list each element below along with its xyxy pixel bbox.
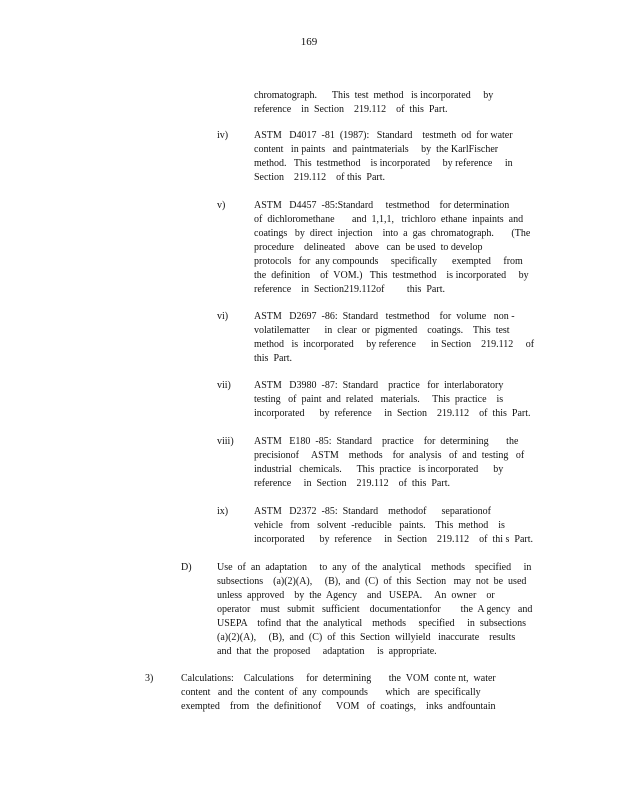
text-line: procedure delineated above can be used to develop xyxy=(254,242,483,253)
text-line: Calculations: Calculations for determining the VOM conte nt, water xyxy=(181,673,496,684)
text-line: precisionof ASTM methods for analysis of and testing of xyxy=(254,450,525,461)
subitem-marker: vii) xyxy=(217,380,231,391)
text-line: content in paints and paintmaterials by the KarlFischer xyxy=(254,144,499,155)
text-line: and that the proposed adaptation is appropriate. xyxy=(217,646,437,657)
text-line: of dichloromethane and 1,1,1, trichloro ethane inpaints and xyxy=(254,214,524,225)
text-line: Section 219.112 of this Part. xyxy=(254,172,386,183)
text-line: testing of paint and related materials. This practice is xyxy=(254,394,504,405)
text-line: reference in Section 219.112 of this Part. xyxy=(254,478,450,489)
text-line: reference in Section219.112of this Part. xyxy=(254,284,445,295)
text-line: USEPA tofind that the analytical methods specified in subsections xyxy=(217,618,527,629)
subitem-marker: ix) xyxy=(217,506,229,517)
subitem-marker: vi) xyxy=(217,311,229,322)
text-line: chromatograph. This test method is incorporated by xyxy=(254,90,494,101)
text-line: ASTM D4017 -81 (1987): Standard testmeth od for water xyxy=(254,130,513,141)
text-line: coatings by direct injection into a gas chromatograph. (The xyxy=(254,228,531,239)
item-marker: 3) xyxy=(145,673,154,684)
item-marker: D) xyxy=(181,562,192,573)
text-line: incorporated by reference in Section 219.112 of thi s Part. xyxy=(254,534,534,545)
text-line: Use of an adaptation to any of the analytical methods specified in xyxy=(217,562,532,573)
text-line: ASTM D3980 -87: Standard practice for interlaboratory xyxy=(254,380,504,391)
text-line: volatilematter in clear or pigmented coatings. This test xyxy=(254,325,510,336)
page-number: 169 xyxy=(300,36,318,48)
text-line: industrial chemicals. This practice is incorporated by xyxy=(254,464,504,475)
text-line: (a)(2)(A), (B), and (C) of this Section willyield inaccurate results xyxy=(217,632,516,643)
text-line: ASTM D2372 -85: Standard methodof separationof xyxy=(254,506,491,517)
subitem-marker: v) xyxy=(217,200,226,211)
text-line: operator must submit sufficient documentationfor the A gency and xyxy=(217,604,533,615)
text-line: ASTM D2697 -86: Standard testmethod for volume non - xyxy=(254,311,515,322)
subitem-marker: viii) xyxy=(217,436,234,447)
text-line: content and the content of any compounds which are specifically xyxy=(181,687,481,698)
text-line: ASTM D4457 -85:Standard testmethod for determination xyxy=(254,200,510,211)
text-line: this Part. xyxy=(254,353,293,364)
text-line: subsections (a)(2)(A), (B), and (C) of this Section may not be used xyxy=(217,576,527,587)
text-line: unless approved by the Agency and USEPA. An owner or xyxy=(217,590,495,601)
text-line: method. This testmethod is incorporated by reference in xyxy=(254,158,513,169)
text-line: method is incorporated by reference in Section 219.112 of xyxy=(254,339,535,350)
text-line: protocols for any compounds specifically exempted from xyxy=(254,256,523,267)
text-line: vehicle from solvent -reducible paints. This method is xyxy=(254,520,505,531)
text-line: the definition of VOM.) This testmethod is incorporated by xyxy=(254,270,529,281)
text-line: exempted from the definitionof VOM of coatings, inks andfountain xyxy=(181,701,496,712)
text-line: reference in Section 219.112 of this Part. xyxy=(254,104,448,115)
text-line: incorporated by reference in Section 219.112 of this Part. xyxy=(254,408,531,419)
text-line: ASTM E180 -85: Standard practice for determining the xyxy=(254,436,519,447)
subitem-marker: iv) xyxy=(217,130,229,141)
